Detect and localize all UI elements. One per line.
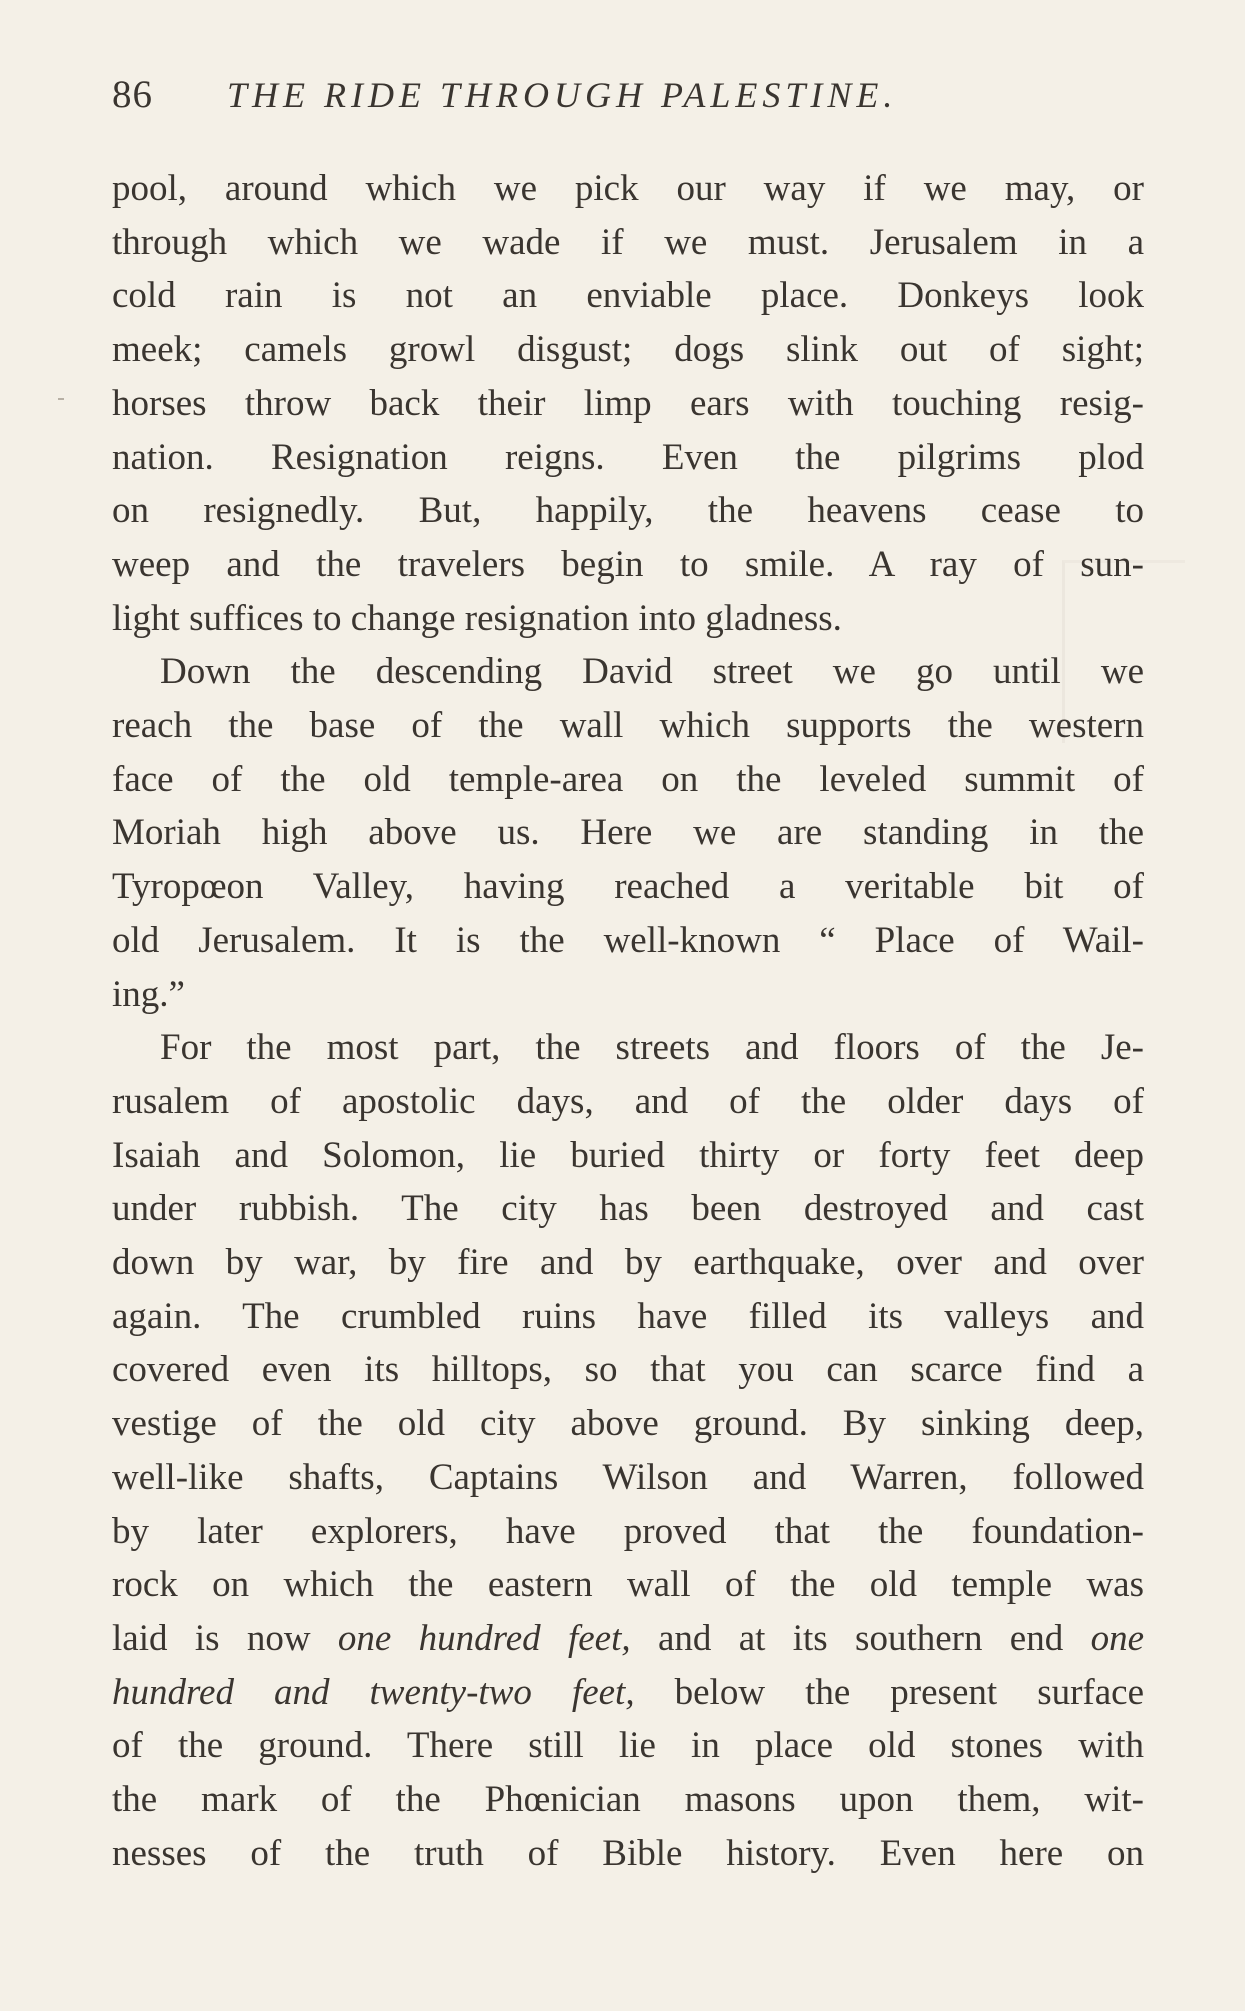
text-line: well-like shafts, Captains Wilson and Warren, followed xyxy=(112,1456,1144,1498)
text-line: horses throw back their limp ears with touching resig- xyxy=(112,382,1144,424)
text-line: cold rain is not an enviable place. Donkeys look xyxy=(112,275,1144,317)
text-line: rock on which the eastern wall of the old temple was xyxy=(112,1564,1144,1606)
text-line: under rubbish. The city has been destroyed and cast xyxy=(112,1188,1144,1230)
text-line: covered even its hilltops, so that you can scarce find a xyxy=(112,1349,1144,1391)
page-number: 86 xyxy=(112,73,153,116)
text-line: meek; camels growl disgust; dogs slink out of sight; xyxy=(112,329,1144,371)
paragraph-3 xyxy=(112,1021,1144,1880)
text-line-with-italics xyxy=(112,1666,1144,1720)
text-segment: laid is now xyxy=(112,1617,338,1659)
paragraph-1 xyxy=(112,162,1144,645)
text-line: down by war, by fire and by earthquake, over and over xyxy=(112,1242,1144,1284)
text-line: For the most part, the streets and floors of the Je- xyxy=(160,1027,1144,1069)
page-header xyxy=(112,72,1142,132)
text-line: the mark of the Phœnician masons upon them, wit- xyxy=(112,1779,1144,1821)
text-line: nation. Resignation reigns. Even the pilgrims plod xyxy=(112,436,1144,478)
text-line: Moriah high above us. Here we are standing in the xyxy=(112,812,1144,854)
text-line: reach the base of the wall which supports the western xyxy=(112,705,1144,747)
text-line: by later explorers, have proved that the foundation- xyxy=(112,1510,1144,1552)
text-line: ing.” xyxy=(112,973,185,1015)
text-line: weep and the travelers begin to smile. A ray of sun- xyxy=(112,543,1144,585)
text-line: rusalem of apostolic days, and of the older days of xyxy=(112,1080,1144,1122)
text-segment: below the present surface xyxy=(634,1671,1144,1713)
italic-segment: one xyxy=(1090,1617,1144,1659)
text-line: vestige of the old city above ground. By sinking deep, xyxy=(112,1403,1144,1445)
text-line: again. The crumbled ruins have filled its valleys and xyxy=(112,1295,1144,1337)
text-line: pool, around which we pick our way if we may, or xyxy=(112,168,1144,209)
running-title: THE RIDE THROUGH PALESTINE. xyxy=(227,75,898,115)
text-line: Isaiah and Solomon, lie buried thirty or forty feet deep xyxy=(112,1134,1144,1176)
text-line: light suffices to change resignation into gladness. xyxy=(112,597,842,639)
paragraph-2 xyxy=(112,645,1144,1021)
italic-segment: one hundred feet, xyxy=(337,1617,631,1659)
body-text xyxy=(112,162,1144,1881)
text-line: old Jerusalem. It is the well-known “ Place of Wail- xyxy=(112,919,1144,961)
text-line: of the ground. There still lie in place old stones with xyxy=(112,1725,1144,1767)
text-line: nesses of the truth of Bible history. Even here on xyxy=(112,1832,1144,1874)
text-line: face of the old temple-area on the leveled summit of xyxy=(112,758,1144,800)
text-line: Down the descending David street we go until we xyxy=(160,651,1144,693)
text-line-with-italics xyxy=(112,1612,1144,1666)
margin-mark xyxy=(58,398,64,400)
text-line: Tyropœon Valley, having reached a veritable bit of xyxy=(112,866,1144,908)
text-line: through which we wade if we must. Jerusalem in a xyxy=(112,221,1144,263)
text-line: on resignedly. But, happily, the heavens cease to xyxy=(112,490,1144,532)
italic-segment: hundred and twenty-two feet, xyxy=(112,1671,635,1713)
text-segment: and at its southern end xyxy=(630,1617,1091,1659)
